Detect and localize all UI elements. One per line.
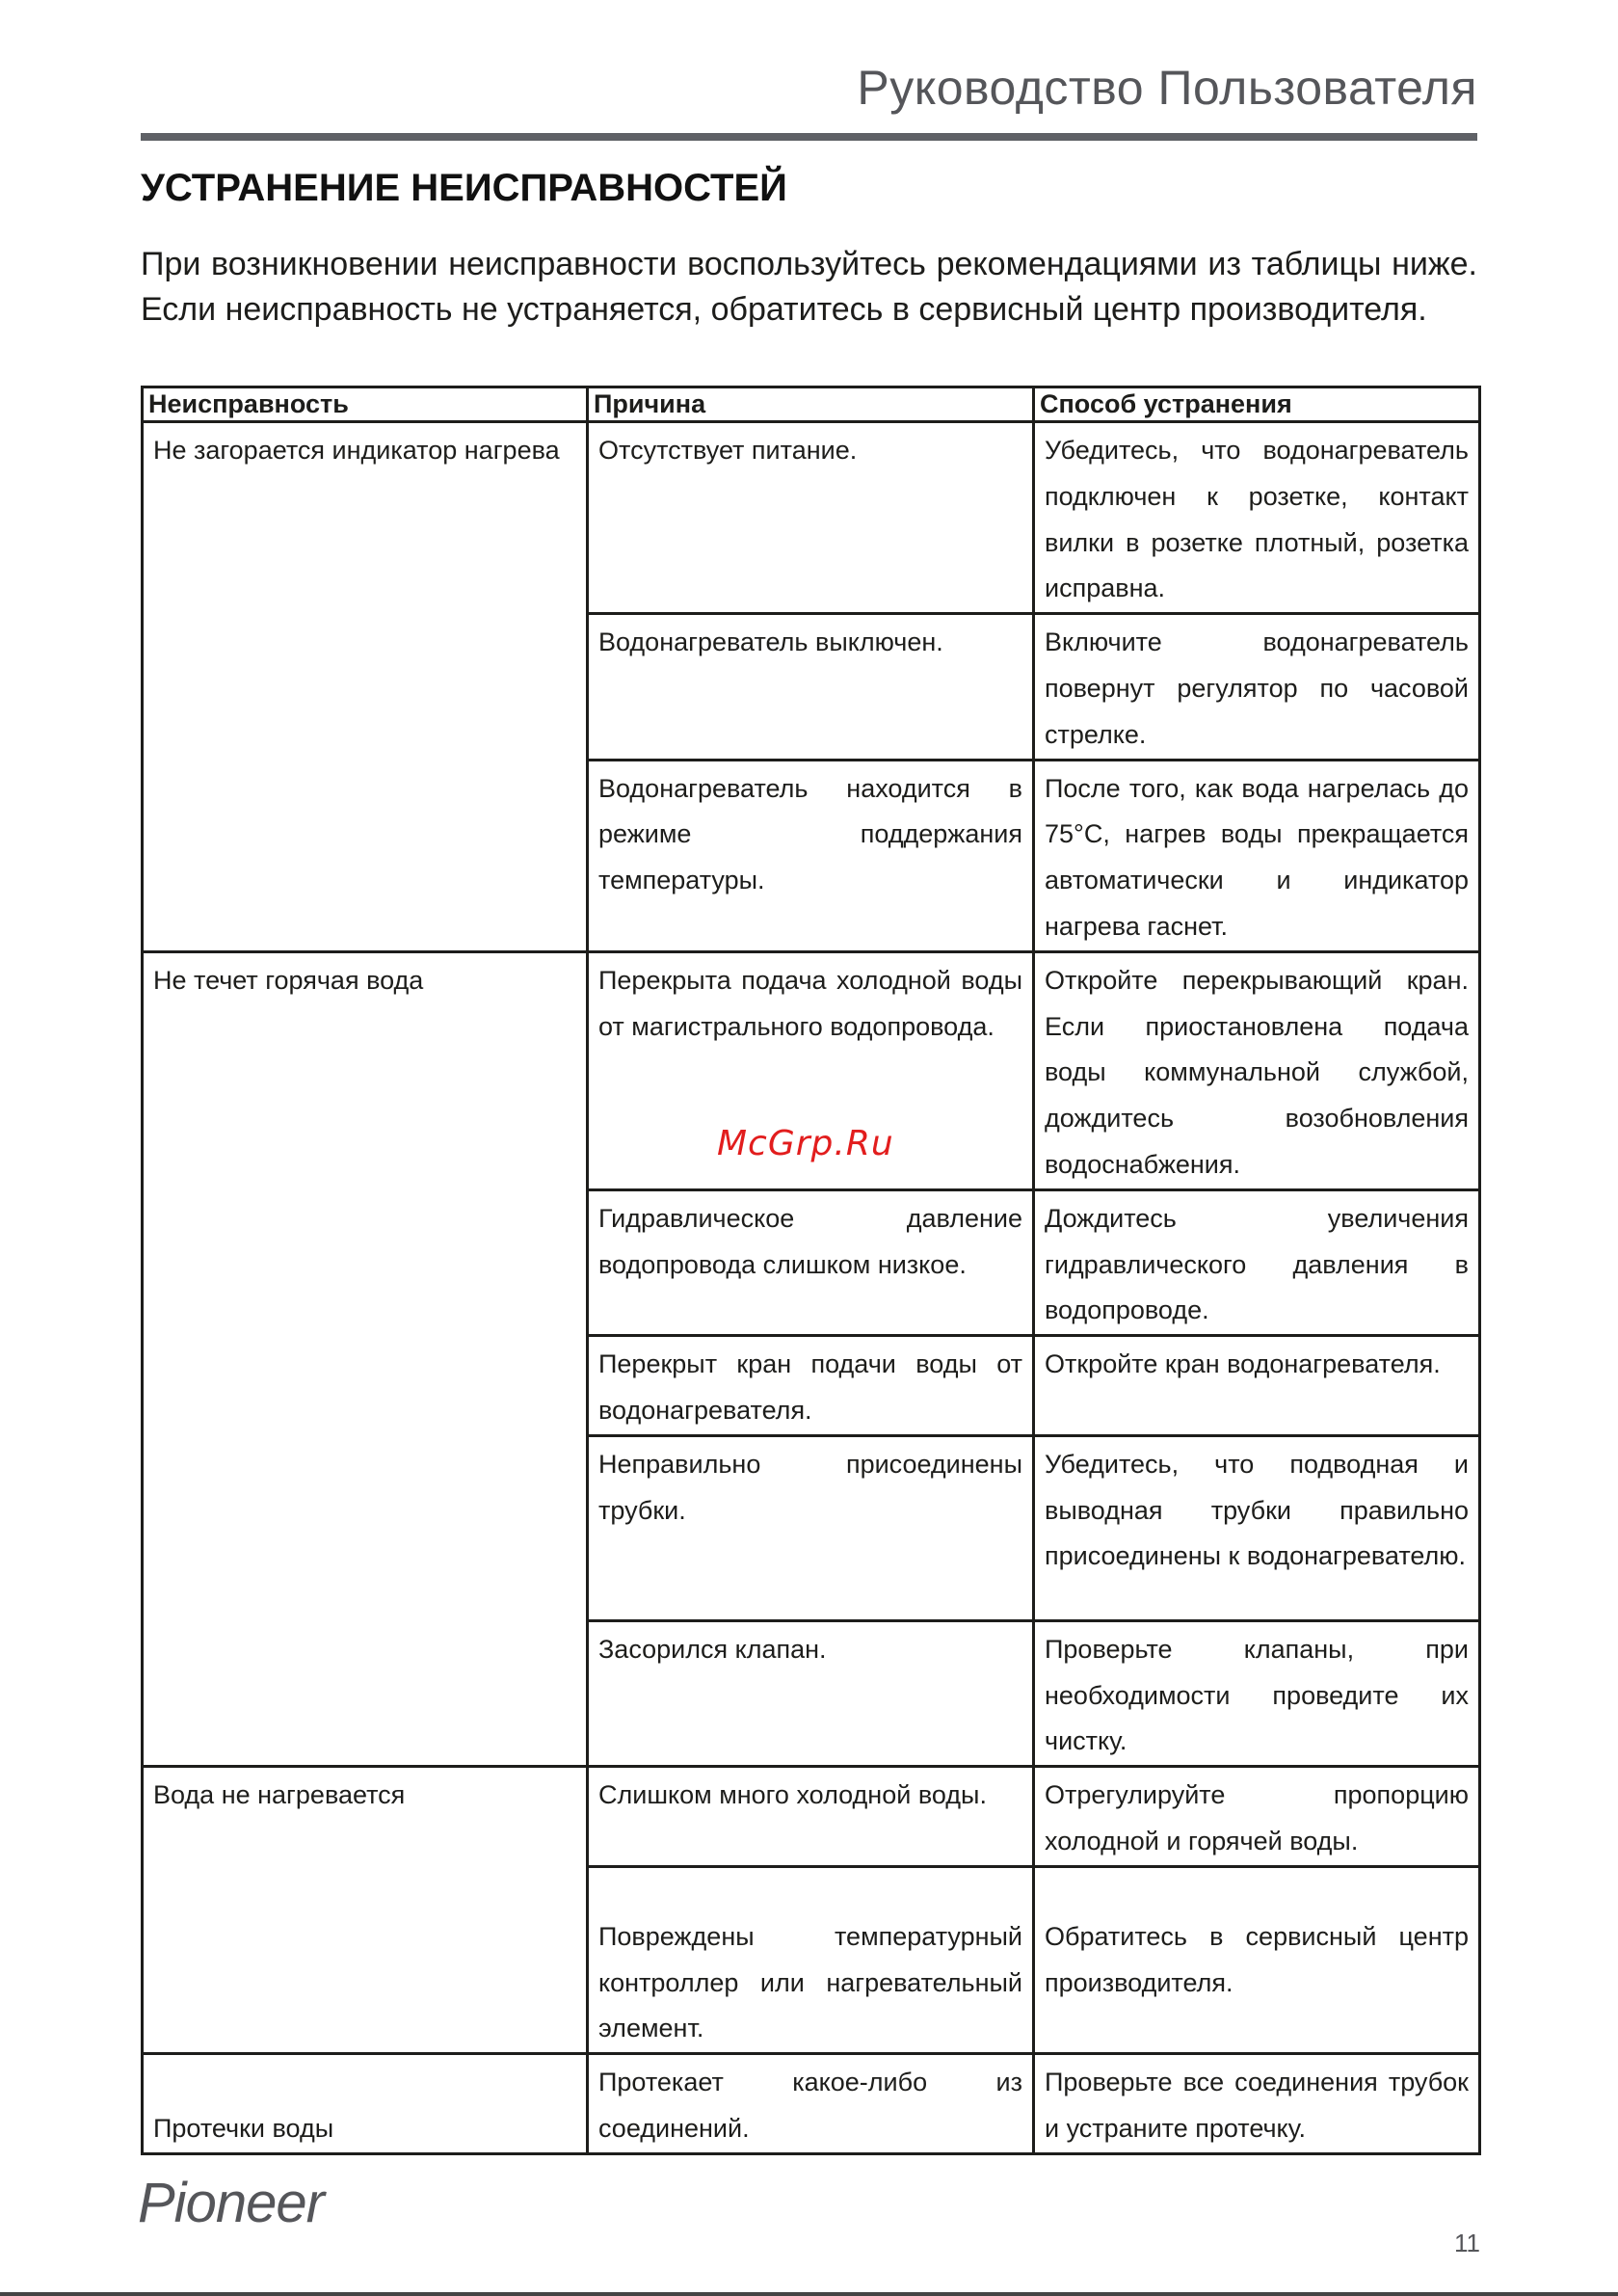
cause-cell: Протекает какое-либо из соединений. <box>588 2054 1034 2154</box>
solution-cell: Убедитесь, что водонагреватель подключен к розетке, контакт вилки в розетке плотный, розетка исправна. <box>1034 422 1480 614</box>
solution-cell: Проверьте клапаны, при необходимости проведите их чистку. <box>1034 1620 1480 1766</box>
solution-cell: Включите водонагреватель повернут регулятор по часовой стрелке. <box>1034 614 1480 760</box>
section-title: УСТРАНЕНИЕ НЕИСПРАВНОСТЕЙ <box>141 167 787 209</box>
watermark: McGrp.Ru <box>717 1124 894 1163</box>
cause-cell: Водонагреватель находится в режиме поддержания температуры. <box>588 760 1034 951</box>
header-title: Руководство Пользователя <box>857 61 1477 115</box>
header-solution: Способ устранения <box>1034 387 1480 422</box>
solution-cell: Откройте кран водонагревателя. <box>1034 1336 1480 1436</box>
table-row <box>143 422 1480 614</box>
cause-cell: Водонагреватель выключен. <box>588 614 1034 760</box>
table-row <box>143 1767 1480 1867</box>
solution-cell: Отрегулируйте пропорцию холодной и горячей воды. <box>1034 1767 1480 1867</box>
table-row <box>143 2054 1480 2154</box>
cause-cell: Перекрыт кран подачи воды от водонагревателя. <box>588 1336 1034 1436</box>
solution-cell: Дождитесь увеличения гидравлического давления в водопроводе. <box>1034 1189 1480 1335</box>
solution-cell: После того, как вода нагрелась до 75°C, нагрев воды прекращается автоматически и индикатор нагрева гаснет. <box>1034 760 1480 951</box>
solution-cell: Убедитесь, что подводная и выводная трубки правильно присоединены к водонагревателю. <box>1034 1435 1480 1620</box>
page-number: 11 <box>1454 2229 1480 2257</box>
header-cause: Причина <box>588 387 1034 422</box>
header-problem: Неисправность <box>143 387 588 422</box>
solution-cell: Обратитесь в сервисный центр производителя. <box>1034 1866 1480 2053</box>
intro-paragraph: При возникновении неисправности воспользуйтесь рекомендациями из таблицы ниже. Если неисправность не устраняется, обратитесь в сервисный центр производителя. <box>141 246 1477 328</box>
pioneer-logo: Pioneer <box>138 2172 324 2234</box>
cause-cell: Засорился клапан. <box>588 1620 1034 1766</box>
problem-cell: Протечки воды <box>143 2054 588 2154</box>
cause-cell: Неправильно присоединены трубки. <box>588 1435 1034 1620</box>
table-header-row <box>143 387 1480 422</box>
cause-cell: Повреждены температурный контроллер или нагревательный элемент. <box>588 1866 1034 2053</box>
solution-cell: Проверьте все соединения трубок и устраните протечку. <box>1034 2054 1480 2154</box>
problem-cell: Вода не нагревается <box>143 1767 588 2054</box>
problem-cell: Не течет горячая вода <box>143 951 588 1766</box>
cause-cell: Отсутствует питание. <box>588 422 1034 614</box>
cause-cell: Слишком много холодной воды. <box>588 1767 1034 1867</box>
bottom-border <box>0 2292 1618 2296</box>
problem-cell: Не загорается индикатор нагрева <box>143 422 588 952</box>
cause-cell: Перекрыта подача холодной воды от магистрального водопровода. <box>588 951 1034 1189</box>
troubleshooting-table <box>141 386 1481 2155</box>
header-rule <box>141 133 1477 141</box>
solution-cell: Откройте перекрывающий кран. Если приостановлена подача воды коммунальной службой, дождитесь возобновления водоснабжения. <box>1034 951 1480 1189</box>
cause-cell: Гидравлическое давление водопровода слишком низкое. <box>588 1189 1034 1335</box>
